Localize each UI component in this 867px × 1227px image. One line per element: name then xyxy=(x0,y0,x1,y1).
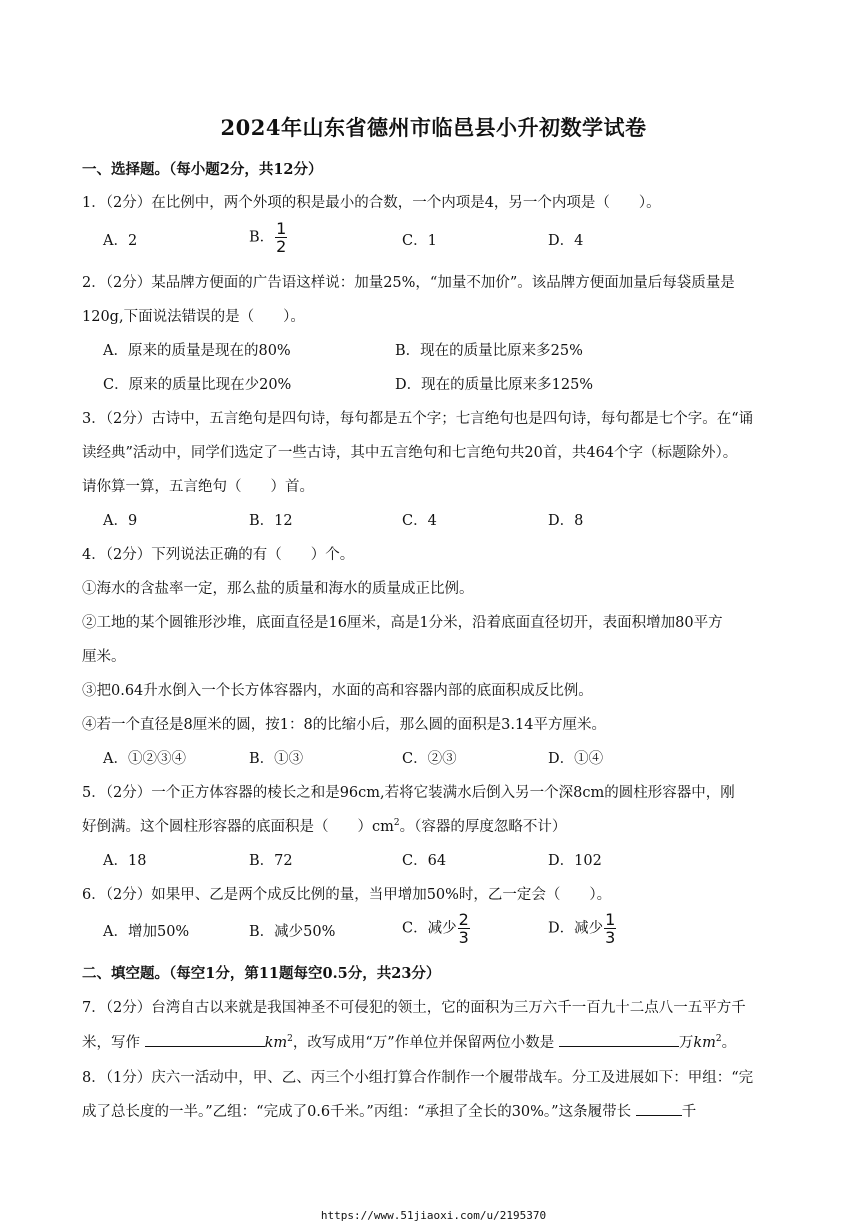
q3-option-d: D．8 xyxy=(548,513,584,529)
q4-statement-1: ①海水的含盐率一定，那么盐的质量和海水的质量成正比例。 xyxy=(82,581,474,597)
question-6: 6．（2分）如果甲、乙是两个成反比例的量，当甲增加50%时，乙一定会（ ）。 xyxy=(82,887,612,903)
footer-url: https://www.51jiaoxi.com/u/2195370 xyxy=(320,1209,547,1222)
q3-option-b: B．12 xyxy=(249,513,293,529)
q3-option-a: A．9 xyxy=(103,513,138,529)
q4-statement-4: ④若一个直径是8厘米的圆，按1：8的比缩小后，那么圆的面积是3.14平方厘米。 xyxy=(82,717,606,733)
question-2-line1: 2．（2分）某品牌方便面的广告语这样说：加量25%，“加量不加价”。该品牌方便面加量后每袋质量是 xyxy=(82,275,735,291)
q1-option-d: D．4 xyxy=(548,233,584,249)
question-5-line1: 5．（2分）一个正方体容器的棱长之和是96cm,若将它装满水后倒入另一个深8cm的圆柱形容器中，刚 xyxy=(82,785,735,801)
question-7-line1: 7．（2分）台湾自古以来就是我国神圣不可侵犯的领土，它的面积为三万六千一百九十二点八一五平方千 xyxy=(82,1000,746,1016)
q6-option-a: A．增加50% xyxy=(103,924,190,940)
q6-option-d: D．减少 $\frac{1}{3}$ xyxy=(548,910,616,947)
fraction: $\frac{1}{2}$ xyxy=(276,219,287,256)
q4-option-b: B．①③ xyxy=(249,751,304,767)
q6-option-c: C．减少 $\frac{2}{3}$ xyxy=(402,910,469,947)
question-3-line1: 3．（2分）古诗中，五言绝句是四句诗，每句都是五个字；七言绝句也是四句诗，每句都是七个字。在“诵 xyxy=(82,411,754,427)
section-heading-choice: 一、选择题。（每小题2分，共12分） xyxy=(82,161,323,178)
q4-option-d: D．①④ xyxy=(548,751,604,767)
question-1: 1．（2分）在比例中，两个外项的积是最小的合数，一个内项是4，另一个内项是（ ）。 xyxy=(82,195,661,211)
fraction: $\frac{2}{3}$ xyxy=(458,910,469,947)
answer-blank[interactable] xyxy=(559,1045,679,1047)
question-4: 4．（2分）下列说法正确的有（ ）个。 xyxy=(82,547,355,563)
q5-option-b: B．72 xyxy=(249,853,293,869)
q5-option-c: C．64 xyxy=(402,853,447,869)
question-3-line3: 请你算一算，五言绝句（ ）首。 xyxy=(82,479,314,495)
q4-option-c: C．②③ xyxy=(402,751,457,767)
q1-option-a: A．2 xyxy=(103,233,138,249)
section-heading-fill: 二、填空题。（每空1分，第11题每空0.5分，共23分） xyxy=(82,965,441,982)
question-8-line1: 8．（1分）庆六一活动中，甲、乙、丙三个小组打算合作制作一个履带战车。分工及进展如下：甲组：“完 xyxy=(82,1070,754,1086)
q1-option-b: B． $\frac{1}{2}$ xyxy=(249,219,287,256)
question-5-line2: 好倒满。这个圆柱形容器的底面积是（ ）$cm^2$。（容器的厚度忽略不计） xyxy=(82,818,567,835)
answer-blank[interactable] xyxy=(636,1114,682,1116)
page-title: 2024年山东省德州市临邑县小升初数学试卷 xyxy=(220,115,647,140)
q6-option-b: B．减少50% xyxy=(249,924,336,940)
q1-option-c: C．1 xyxy=(402,233,437,249)
q2-option-c: C．原来的质量比现在少20% xyxy=(103,377,292,393)
q5-option-a: A．18 xyxy=(103,853,147,869)
question-2-line2: 120g,下面说法错误的是（ ）。 xyxy=(82,309,305,325)
question-3-line2: 读经典”活动中，同学们选定了一些古诗，其中五言绝句和七言绝句共20首，共464个字（标题除外）。 xyxy=(82,445,738,461)
q4-statement-3: ③把0.64升水倒入一个长方体容器内，水面的高和容器内部的底面积成反比例。 xyxy=(82,683,593,699)
q2-option-d: D．现在的质量比原来多125% xyxy=(395,377,594,393)
q4-option-a: A．①②③④ xyxy=(103,751,186,767)
q2-option-b: B．现在的质量比原来多25% xyxy=(395,343,583,359)
q4-statement-2a: ②工地的某个圆锥形沙堆，底面直径是16厘米，高是1分米，沿着底面直径切开，表面积增加80平方 xyxy=(82,615,723,631)
q4-statement-2b: 厘米。 xyxy=(82,649,126,665)
fraction: $\frac{1}{3}$ xyxy=(605,910,616,947)
q3-option-c: C．4 xyxy=(402,513,437,529)
q5-option-d: D．102 xyxy=(548,853,602,869)
answer-blank[interactable] xyxy=(145,1045,265,1047)
question-8-line2: 成了总长度的一半。”乙组：“完成了0.6千米。”丙组：“承担了全长的30%。”这条履带长 千 xyxy=(82,1104,697,1120)
q2-option-a: A．原来的质量是现在的80% xyxy=(103,343,291,359)
question-7-line2: 米，写作 $km^2$，改写成用“万”作单位并保留两位小数是 万$km^2$。 xyxy=(82,1034,737,1051)
